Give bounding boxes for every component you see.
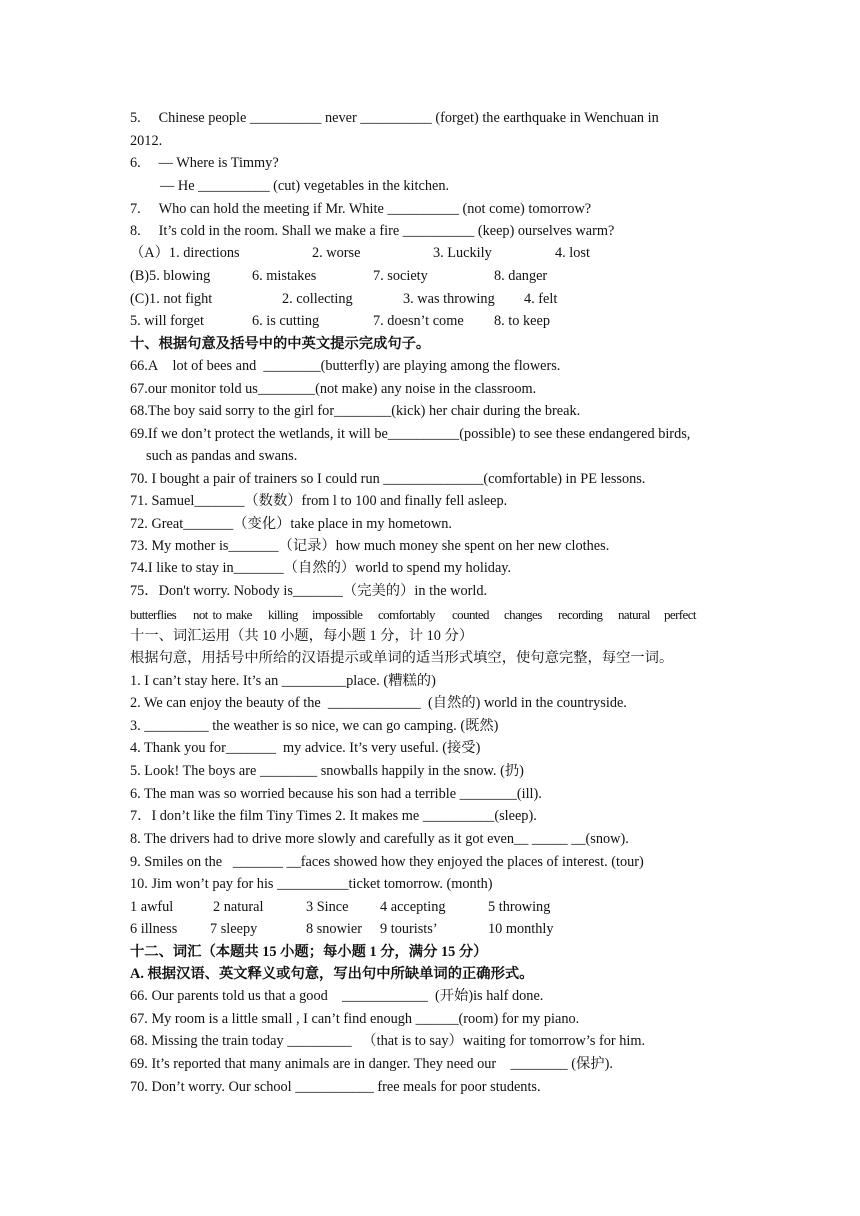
question-69-cont: such as pandas and swans. xyxy=(146,448,298,464)
word-bank-item: counted xyxy=(452,607,489,622)
question-6: 6. The man was so worried because his son had a terrible ________(ill). xyxy=(130,786,542,802)
word-bank-item: comfortably xyxy=(378,607,435,622)
answer-item: 5. will forget xyxy=(130,313,204,329)
answer-item: 10 monthly xyxy=(488,921,554,937)
question-70: 70. I bought a pair of trainers so I could run ______________(comfortable) in PE lessons. xyxy=(130,471,646,487)
answer-row xyxy=(0,899,860,916)
question-5: 5. Look! The boys are ________ snowballs happily in the snow. (扔) xyxy=(130,763,524,779)
answer-item: 9 tourists’ xyxy=(380,921,438,937)
answer-item: 1 awful xyxy=(130,899,174,915)
word-bank-item: killing xyxy=(268,607,298,622)
answer-item: 3. was throwing xyxy=(403,291,495,307)
answer-row xyxy=(0,291,860,308)
answer-item: 4. felt xyxy=(524,291,558,307)
word-bank-item: butterflies xyxy=(130,607,177,622)
question-5: 5. Chinese people __________ never __________ (forget) the earthquake in Wenchuan in xyxy=(130,110,659,126)
question-69: 69. It’s reported that many animals are in danger. They need our ________ (保护). xyxy=(130,1056,613,1072)
section-11-heading: 十一、词汇运用（共 10 小题，每小题 1 分，计 10 分） xyxy=(130,628,474,644)
section-12-heading: 十二、词汇（本题共 15 小题；每小题 1 分，满分 15 分） xyxy=(130,944,488,960)
answer-item: 8. to keep xyxy=(494,313,550,329)
answer-item: 3. Luckily xyxy=(433,245,492,261)
answer-item: 8 snowier xyxy=(306,921,362,937)
answer-item: 7. society xyxy=(373,268,428,284)
answer-row xyxy=(0,921,860,938)
section-10-heading: 十、根据句意及括号中的中英文提示完成句子。 xyxy=(130,336,431,352)
question-4: 4. Thank you for_______ my advice. It’s very useful. (接受) xyxy=(130,740,481,756)
answer-item: （A）1. directions xyxy=(130,245,240,261)
answer-item: 6. mistakes xyxy=(252,268,317,284)
question-7: 7. Who can hold the meeting if Mr. White __________ (not come) tomorrow? xyxy=(130,201,592,217)
question-67: 67. My room is a little small , I can’t find enough ______(room) for my piano. xyxy=(130,1011,580,1027)
question-7: 7．I don’t like the film Tiny Times 2. It makes me __________(sleep). xyxy=(130,808,537,824)
answer-item: 2. collecting xyxy=(282,291,353,307)
answer-item: 2 natural xyxy=(213,899,264,915)
question-5-cont: 2012. xyxy=(130,133,163,149)
word-bank-item: natural xyxy=(618,607,650,622)
question-66: 66. Our parents told us that a good ____________ (开始)is half done. xyxy=(130,988,544,1004)
answer-item: 7. doesn’t come xyxy=(373,313,464,329)
answer-item: (B)5. blowing xyxy=(130,268,211,284)
answer-item: 8. danger xyxy=(494,268,548,284)
answer-row xyxy=(0,313,860,330)
question-70: 70. Don’t worry. Our school ___________ free meals for poor students. xyxy=(130,1079,541,1095)
question-71: 71. Samuel_______（数数）from l to 100 and finally fell asleep. xyxy=(130,493,508,509)
answer-row xyxy=(0,268,860,285)
question-1: 1. I can’t stay here. It’s an _________place. (糟糕的) xyxy=(130,673,436,689)
question-6: 6. — Where is Timmy? xyxy=(130,155,279,171)
question-68: 68.The boy said sorry to the girl for________(kick) her chair during the break. xyxy=(130,403,581,419)
question-10: 10. Jim won’t pay for his __________ticket tomorrow. (month) xyxy=(130,876,493,892)
word-bank-item: not to make xyxy=(193,607,252,622)
section-12-subheading: A. 根据汉语、英文释义或句意，写出句中所缺单词的正确形式。 xyxy=(130,966,534,982)
answer-item: (C)1. not fight xyxy=(130,291,213,307)
question-8: 8. The drivers had to drive more slowly and carefully as it got even__ _____ __(snow). xyxy=(130,831,629,847)
question-2: 2. We can enjoy the beauty of the _____________ (自然的) world in the countryside. xyxy=(130,695,627,711)
question-66: 66.A lot of bees and ________(butterfly) are playing among the flowers. xyxy=(130,358,561,374)
word-bank-item: perfect xyxy=(664,607,696,622)
question-8: 8. It’s cold in the room. Shall we make a fire __________ (keep) ourselves warm? xyxy=(130,223,615,239)
question-75: 75．Don't worry. Nobody is_______（完美的）in the world. xyxy=(130,583,488,599)
question-68: 68. Missing the train today _________ （that is to say）waiting for tomorrow’s for him. xyxy=(130,1033,646,1049)
answer-item: 7 sleepy xyxy=(210,921,258,937)
section-11-instructions: 根据句意，用括号中所给的汉语提示或单词的适当形式填空，使句意完整，每空一词。 xyxy=(130,650,674,666)
answer-item: 4. lost xyxy=(555,245,590,261)
word-bank xyxy=(0,606,860,623)
question-69: 69.If we don’t protect the wetlands, it will be__________(possible) to see these endangered birds, xyxy=(130,426,691,442)
word-bank-item: recording xyxy=(558,607,603,622)
answer-item: 5 throwing xyxy=(488,899,551,915)
word-bank-item: impossible xyxy=(312,607,363,622)
answer-item: 2. worse xyxy=(312,245,361,261)
answer-item: 3 Since xyxy=(306,899,349,915)
question-67: 67.our monitor told us________(not make) any noise in the classroom. xyxy=(130,381,537,397)
word-bank-item: changes xyxy=(504,607,542,622)
answer-item: 4 accepting xyxy=(380,899,446,915)
question-72: 72. Great_______（变化）take place in my hometown. xyxy=(130,516,453,532)
answer-row xyxy=(0,245,860,262)
answer-item: 6. is cutting xyxy=(252,313,320,329)
answer-item: 6 illness xyxy=(130,921,178,937)
question-73: 73. My mother is_______（记录）how much money she spent on her new clothes. xyxy=(130,538,610,554)
question-9: 9. Smiles on the _______ __faces showed how they enjoyed the places of interest. (tour) xyxy=(130,854,644,870)
question-3: 3. _________ the weather is so nice, we can go camping. (既然) xyxy=(130,718,499,734)
question-74: 74.I like to stay in_______（自然的）world to spend my holiday. xyxy=(130,560,512,576)
question-6-reply: — He __________ (cut) vegetables in the kitchen. xyxy=(160,178,450,194)
